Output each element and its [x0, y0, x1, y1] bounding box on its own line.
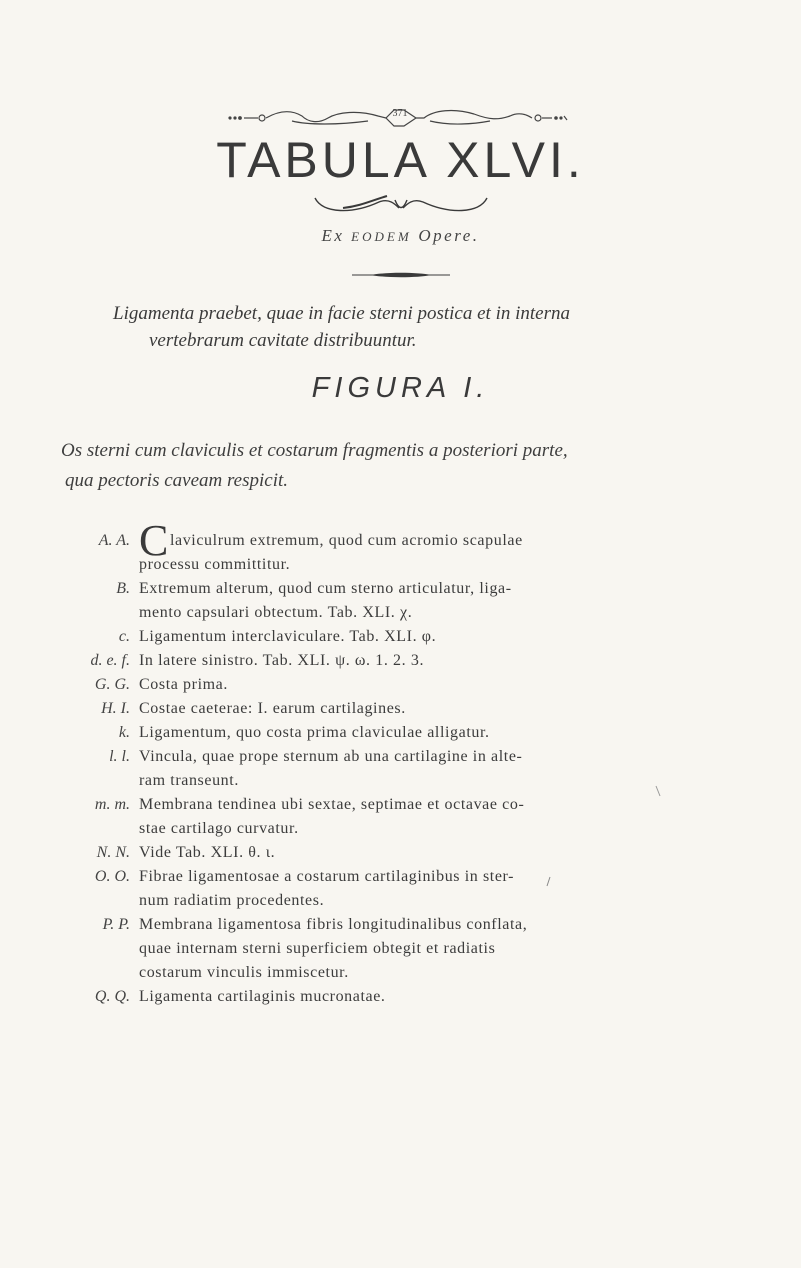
source-eodem: EODEM: [351, 229, 412, 244]
legend-list: [58, 516, 758, 1009]
legend-entry: [58, 516, 758, 577]
legend-label: P. P.: [102, 916, 130, 933]
legend-entry: [58, 577, 758, 625]
source-opere: Opere.: [418, 226, 480, 245]
legend-text: [139, 697, 758, 721]
intro-paragraph: [113, 300, 673, 354]
legend-label: d. e. f.: [90, 652, 130, 669]
legend-text-first: Vincula, quae prope sternum ab una cartilagine in alte-: [139, 748, 523, 765]
legend-text: [139, 516, 758, 577]
legend-text-first: Costa prima.: [139, 676, 228, 693]
legend-text: [139, 985, 758, 1009]
legend-label: k.: [118, 724, 130, 741]
legend-text: [139, 649, 758, 673]
legend-text-first: Ligamentum, quo costa prima claviculae alligatur.: [139, 724, 490, 741]
legend-text-first: Ligamenta cartilaginis mucronatae.: [139, 988, 386, 1005]
plate-title: TABULA XLVI.: [216, 132, 585, 188]
intro-line-1: Ligamenta praebet, quae in facie sterni postica et in interna: [113, 303, 570, 324]
ink-mark: [544, 876, 554, 888]
legend-label: H. I.: [101, 700, 130, 717]
page-number: 371: [392, 108, 408, 119]
figure-heading: FIGURA I.: [311, 372, 490, 404]
legend-entry: [58, 625, 758, 649]
legend-label: Q. Q.: [94, 988, 130, 1005]
legend-text-cont: quae internam sterni superficiem obtegit et radiatis: [139, 940, 496, 957]
source-line: [0, 226, 801, 246]
legend-text-first: Costae caeterae: I. earum cartilagines.: [139, 700, 406, 717]
legend-text-first: Extremum alterum, quod cum sterno articulatur, liga-: [139, 580, 512, 597]
legend-text: [139, 865, 758, 913]
legend-label: B.: [116, 580, 130, 597]
legend-label: l. l.: [109, 748, 130, 765]
intro-line-2: vertebrarum cavitate distribuuntur.: [149, 330, 417, 351]
legend-label: m. m.: [94, 796, 130, 813]
legend-text-first: Membrana tendinea ubi sextae, septimae et octavae co-: [139, 796, 525, 813]
legend-entry: [58, 721, 758, 745]
figure-description: [61, 436, 751, 496]
figure-desc-line-2: qua pectoris caveam respicit.: [65, 470, 289, 491]
legend-text-first: In latere sinistro. Tab. XLI. ψ. ω. 1. 2. 3.: [139, 652, 425, 669]
legend-text-first: laviculrum extremum, quod cum acromio scapulae: [169, 532, 523, 549]
legend-entry: [58, 841, 758, 865]
legend-text: [139, 841, 758, 865]
ink-mark: [652, 784, 664, 798]
legend-text-first: Membrana ligamentosa fibris longitudinalibus conflata,: [139, 916, 528, 933]
source-prefix: Ex: [321, 226, 345, 245]
drop-cap: C: [139, 516, 169, 565]
legend-text-cont: mento capsulari obtectum. Tab. XLI. χ.: [139, 604, 413, 621]
legend-label: c.: [118, 628, 130, 645]
legend-text-first: Ligamentum interclaviculare. Tab. XLI. φ.: [139, 628, 437, 645]
legend-label: O. O.: [94, 868, 130, 885]
legend-entry: [58, 673, 758, 697]
title-ornament: [313, 192, 489, 220]
legend-text-cont: costarum vinculis immiscetur.: [139, 964, 349, 981]
legend-label: N. N.: [96, 844, 130, 861]
legend-text: [139, 673, 758, 697]
legend-text: [139, 745, 758, 793]
legend-text: [139, 793, 758, 841]
legend-label: G. G.: [94, 676, 130, 693]
rule-ornament: [352, 264, 450, 272]
legend-entry: [58, 697, 758, 721]
legend-text-cont: ram transeunt.: [139, 772, 239, 789]
legend-text-cont: processu committitur.: [139, 556, 291, 573]
legend-text: [139, 721, 758, 745]
legend-entry: [58, 865, 758, 913]
legend-entry: [58, 649, 758, 673]
legend-text-first: Fibrae ligamentosae a costarum cartilaginibus in ster-: [139, 868, 515, 885]
legend-text: [139, 913, 758, 985]
figure-desc-line-1: Os sterni cum claviculis et costarum fragmentis a posteriori parte,: [61, 440, 568, 461]
legend-entry: [58, 985, 758, 1009]
legend-text: [139, 625, 758, 649]
legend-label: A. A.: [98, 532, 130, 549]
legend-text-first: Vide Tab. XLI. θ. ι.: [139, 844, 276, 861]
legend-text: [139, 577, 758, 625]
legend-text-cont: stae cartilago curvatur.: [139, 820, 299, 837]
legend-entry: [58, 913, 758, 985]
legend-text-cont: num radiatim procedentes.: [139, 892, 325, 909]
legend-entry: [58, 793, 758, 841]
